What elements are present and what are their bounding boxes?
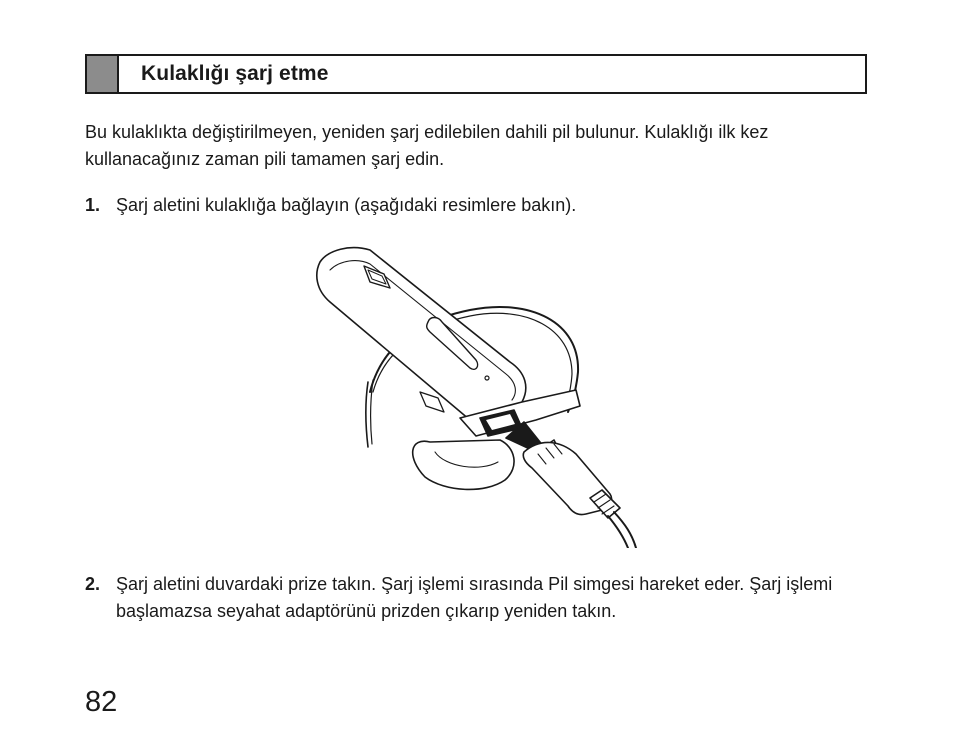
headset-charging-illustration (310, 242, 650, 548)
step-number: 2. (85, 574, 101, 594)
section-header (85, 54, 867, 94)
page-number: 82 (85, 686, 118, 718)
section-header-tab (87, 56, 119, 92)
intro-paragraph: Bu kulaklıkta değiştirilmeyen, yeniden şarj edilebilen dahili pil bulunur. Kulaklığı ilk kez kullanacağınız zaman pili tamamen şarj edin. (85, 122, 769, 169)
step-2 (85, 571, 885, 625)
section-title: Kulaklığı şarj etme (141, 62, 329, 85)
step-text: Şarj aletini kulaklığa bağlayın (aşağıdaki resimlere bakın). (116, 195, 577, 215)
step-1 (85, 192, 885, 219)
step-number: 1. (85, 195, 101, 215)
step-text: Şarj aletini duvardaki prize takın. Şarj işlemi sırasında Pil simgesi hareket eder. Şarj işlemi başlamazsa seyahat adaptörünü prizden çıkarıp yeniden takın. (116, 574, 833, 621)
